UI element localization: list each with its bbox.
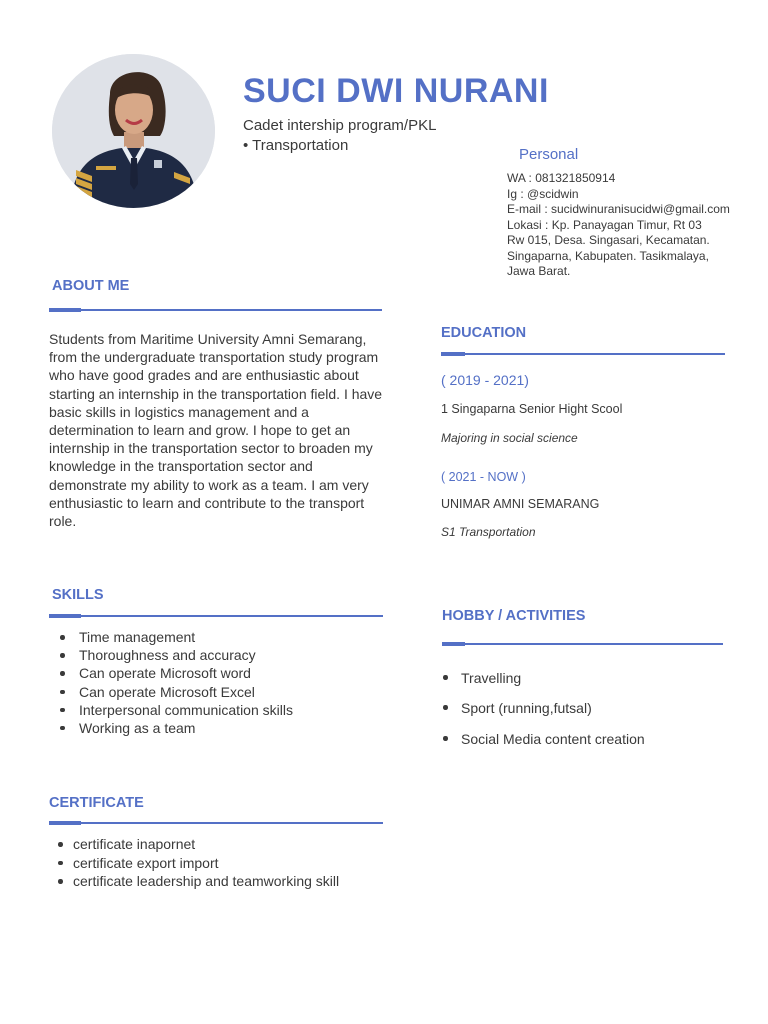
contact-location: Lokasi : Kp. Panayagan Timur, Rt 03 Rw 015, Desa. Singasari, Kecamatan. Singaparna, Kabupaten. Tasikmalaya, Jawa Barat. — [507, 217, 710, 278]
certificate-rule — [49, 822, 383, 824]
about-text: Students from Maritime University Amni Semarang, from the undergraduate transportation study program who have good grades and are enthusiastic about starting an internship in the transportation field. I have basic skills in logistics management and a determination to learn and grow. I hope to get an internship in the transportation sector to broaden my knowledge in the transportation sector and demonstrate my ability to work as a team. I am very enthusiastic to learn and contribute to the transport role. — [49, 331, 383, 530]
education-date: ( 2021 - NOW ) — [441, 470, 526, 484]
about-heading: ABOUT ME — [52, 278, 130, 294]
list-item: Social Media content creation — [442, 730, 645, 748]
subtitle-line-2: • Transportation — [243, 137, 349, 154]
education-school: 1 Singaparna Senior Hight Scool — [441, 402, 623, 416]
contact-ig: Ig : @scidwin — [507, 186, 579, 201]
contact-email: E-mail : sucidwinuranisucidwi@gmail.com — [507, 202, 730, 216]
skills-heading: SKILLS — [52, 587, 104, 603]
list-item: Sport (running,futsal) — [442, 699, 645, 717]
list-item: certificate export import — [49, 854, 339, 873]
certificate-rule-accent — [49, 821, 81, 825]
list-item: Travelling — [442, 669, 645, 687]
skills-list — [49, 628, 293, 737]
list-item: Working as a team — [49, 719, 293, 737]
education-date: ( 2019 - 2021) — [441, 372, 529, 388]
hobby-heading: HOBBY / ACTIVITIES — [442, 608, 586, 624]
hobby-rule-accent — [442, 642, 465, 646]
education-major: S1 Transportation — [441, 525, 536, 539]
certificate-list — [49, 835, 339, 891]
list-item: Time management — [49, 628, 293, 646]
skills-rule — [49, 615, 383, 617]
list-item: Can operate Microsoft word — [49, 664, 293, 682]
about-rule-accent — [49, 308, 81, 312]
list-item: Interpersonal communication skills — [49, 701, 293, 719]
education-rule — [441, 353, 725, 355]
hobby-rule — [442, 643, 723, 645]
profile-photo — [52, 54, 215, 208]
about-rule — [49, 309, 382, 311]
list-item: certificate inapornet — [49, 835, 339, 854]
list-item: certificate leadership and teamworking skill — [49, 872, 339, 891]
certificate-heading: CERTIFICATE — [49, 795, 144, 811]
personal-heading: Personal — [519, 146, 579, 163]
list-item: Can operate Microsoft Excel — [49, 683, 293, 701]
subtitle-line-1: Cadet intership program/PKL — [243, 117, 437, 134]
education-school: UNIMAR AMNI SEMARANG — [441, 497, 600, 511]
contact-wa: WA : 081321850914 — [507, 171, 616, 185]
education-rule-accent — [441, 352, 465, 356]
skills-rule-accent — [49, 614, 81, 618]
contact-block — [507, 171, 739, 280]
education-major: Majoring in social science — [441, 431, 578, 445]
list-item: Thoroughness and accuracy — [49, 646, 293, 664]
page-title: SUCI DWI NURANI — [243, 72, 549, 110]
hobby-list — [442, 669, 645, 748]
education-heading: EDUCATION — [441, 325, 527, 341]
